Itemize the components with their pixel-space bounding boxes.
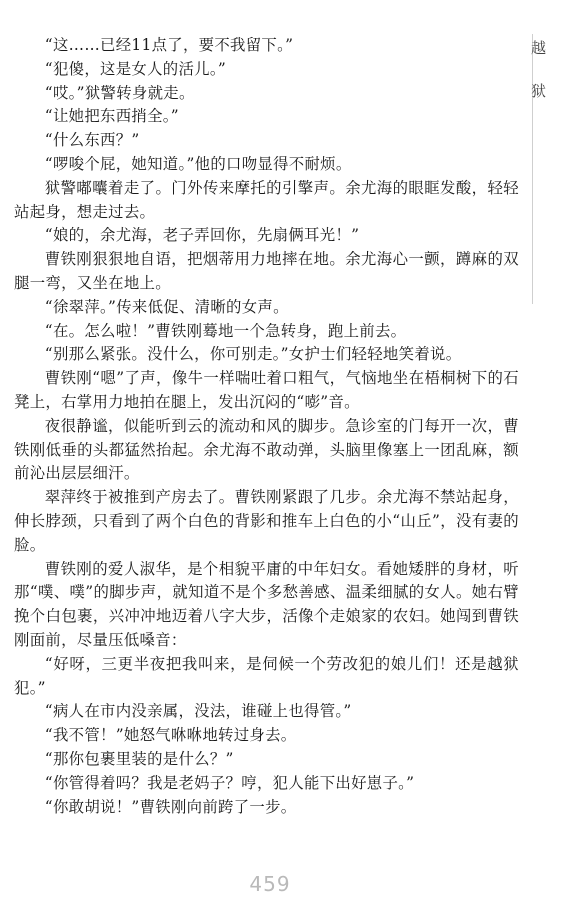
body-text — [14, 34, 519, 819]
paragraph: 夜很静谧，似能听到云的流动和风的脚步。急诊室的门每开一次，曹铁刚低垂的头都猛然抬起。余尤海不敢动弹，头脑里像塞上一团乱麻，额前沁出层层细汗。 — [14, 416, 519, 483]
paragraph: “在。怎么啦！”曹铁刚蓦地一个急转身，跑上前去。 — [44, 321, 407, 340]
paragraph: “徐翠萍。”传来低促、清晰的女声。 — [44, 297, 289, 316]
paragraph: 翠萍终于被推到产房去了。曹铁刚紧跟了几步。余尤海不禁站起身，伸长脖颈，只看到了两个白色的背影和推车上白色的小“山丘”，没有妻的脸。 — [14, 488, 519, 554]
running-head: 越狱 — [529, 40, 547, 126]
paragraph: “我不管！”她怒气咻咻地转过身去。 — [44, 726, 297, 745]
paragraph: “那你包裹里装的是什么？” — [44, 749, 234, 768]
paragraph: “好呀，三更半夜把我叫来，是伺候一个劳改犯的娘儿们！还是越狱犯。” — [14, 654, 519, 697]
page-number: 459 — [249, 872, 291, 896]
paragraph: “啰唆个屁，她知道。”他的口吻显得不耐烦。 — [44, 154, 352, 173]
paragraph: “病人在市内没亲属，没法，谁碰上也得管。” — [44, 702, 352, 721]
paragraph: “让她把东西捎全。” — [44, 107, 179, 126]
paragraph: “你管得着吗？我是老妈子？哼，犯人能下出好崽子。” — [44, 773, 415, 792]
paragraph: 狱警嘟囔着走了。门外传来摩托的引擎声。余尤海的眼眶发酸，轻轻站起身，想走过去。 — [14, 178, 519, 221]
paragraph: 曹铁刚的爱人淑华，是个相貌平庸的中年妇女。看她矮胖的身材，听那“噗、噗”的脚步声，就知道不是个多愁善感、温柔细腻的女人。她右臂挽个白包裹，兴冲冲地迈着八字大步，活像个走娘家的农妇。她闯到曹铁刚面前，尽量压低嗓音： — [14, 559, 519, 649]
paragraph: “哎。”狱警转身就走。 — [44, 83, 195, 102]
paragraph: “你敢胡说！”曹铁刚向前跨了一步。 — [44, 797, 297, 816]
paragraph: “犯傻，这是女人的活儿。” — [44, 59, 227, 78]
paragraph: “娘的，余尤海，老子弄回你，先扇俩耳光！” — [44, 226, 360, 245]
paragraph: “这……已经11点了，要不我留下。” — [44, 36, 294, 54]
paragraph: “别那么紧张。没什么，你可别走。”女护士们轻轻地笑着说。 — [44, 345, 462, 364]
paragraph: “什么东西？” — [44, 131, 140, 150]
paragraph: 曹铁刚狠狠地自语，把烟蒂用力地摔在地。余尤海心一颤，蹲麻的双腿一弯，又坐在地上。 — [14, 250, 519, 292]
paragraph: 曹铁刚“嗯”了声，像牛一样喘吐着口粗气，气恼地坐在梧桐树下的石凳上，右掌用力地拍在腿上，发出沉闷的“嘭”音。 — [14, 369, 519, 411]
